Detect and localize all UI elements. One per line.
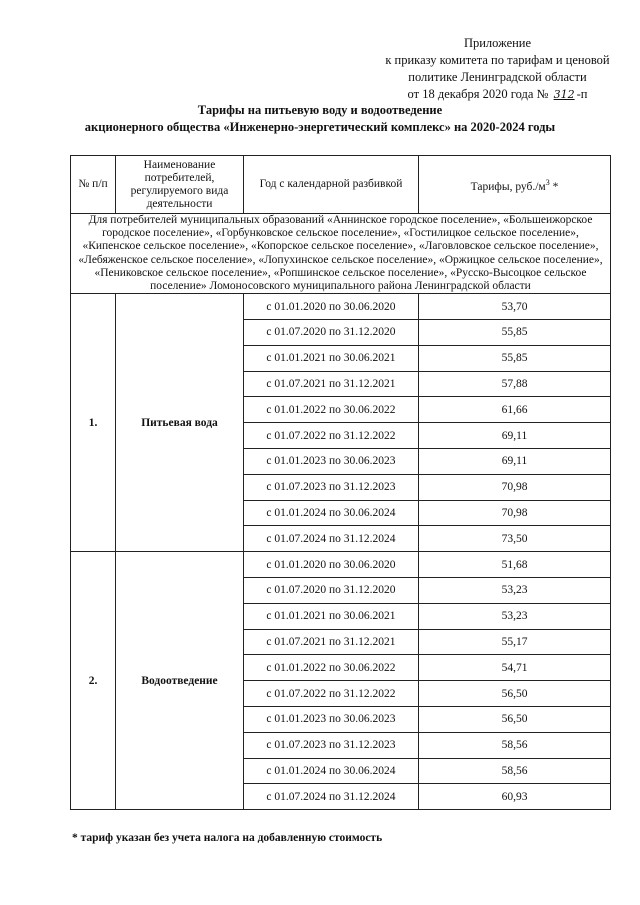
period-cell: с 01.07.2023 по 31.12.2023 xyxy=(244,474,419,500)
tariff-cell: 70,98 xyxy=(419,500,611,526)
appendix-header xyxy=(360,35,635,103)
period-cell: с 01.01.2020 по 30.06.2020 xyxy=(244,552,419,578)
order-suffix: -п xyxy=(576,87,588,101)
header-period: Год с календарной разбивкой xyxy=(244,156,419,214)
tariff-cell: 53,23 xyxy=(419,577,611,603)
period-cell: с 01.01.2021 по 30.06.2021 xyxy=(244,603,419,629)
period-cell: с 01.07.2021 по 31.12.2021 xyxy=(244,629,419,655)
header-tariff xyxy=(419,156,611,214)
period-cell: с 01.01.2024 по 30.06.2024 xyxy=(244,500,419,526)
tariff-cell: 54,71 xyxy=(419,655,611,681)
tariff-cell: 51,68 xyxy=(419,552,611,578)
section-number: 1. xyxy=(71,294,116,552)
header-tariff-asterisk: * xyxy=(549,180,559,193)
tariff-cell: 69,11 xyxy=(419,449,611,475)
header-tariff-sup: 3 xyxy=(545,177,550,187)
period-cell: с 01.01.2020 по 30.06.2020 xyxy=(244,294,419,320)
section-number: 2. xyxy=(71,552,116,810)
order-number-handwritten: 312 xyxy=(553,88,575,101)
appendix-line: политике Ленинградской области xyxy=(408,70,587,84)
group-description: Для потребителей муниципальных образований «Аннинское городское поселение», «Большеижорское городское поселение», «Горбунковское сельское поселение», «Гостилицкое сельское поселение», «Кипенское сельское поселение», «Копорское сельское поселение», «Лаговловское сельское поселение», «Лебяженское сельское поселение», «Лопухинское сельское поселение», «Оржицкое сельское поселение», «Пениковское сельское поселение», «Ропшинское сельское поселение», «Русско-Высоцкое сельское поселение» Ломоносовского муниципального района Ленинградской области xyxy=(71,214,611,294)
title-line: Тарифы на питьевую воду и водоотведение xyxy=(197,103,443,117)
period-cell: с 01.01.2021 по 30.06.2021 xyxy=(244,345,419,371)
section-name: Водоотведение xyxy=(116,552,244,810)
appendix-line: к приказу комитета по тарифам и ценовой xyxy=(385,53,610,67)
tariff-cell: 55,17 xyxy=(419,629,611,655)
tariff-cell: 53,70 xyxy=(419,294,611,320)
tariff-cell: 55,85 xyxy=(419,345,611,371)
period-cell: с 01.07.2020 по 31.12.2020 xyxy=(244,320,419,346)
period-cell: с 01.07.2022 по 31.12.2022 xyxy=(244,423,419,449)
header-tariff-label: Тарифы, руб./м xyxy=(470,180,546,193)
group-row xyxy=(71,214,611,294)
tariff-cell: 53,23 xyxy=(419,603,611,629)
tariff-cell: 61,66 xyxy=(419,397,611,423)
appendix-date-line xyxy=(360,86,635,103)
table-row xyxy=(71,552,611,578)
period-cell: с 01.01.2023 по 30.06.2023 xyxy=(244,449,419,475)
tariff-cell: 60,93 xyxy=(419,784,611,810)
header-number: № п/п xyxy=(71,156,116,214)
tariff-cell: 56,50 xyxy=(419,681,611,707)
tariff-cell: 56,50 xyxy=(419,706,611,732)
period-cell: с 01.07.2024 по 31.12.2024 xyxy=(244,526,419,552)
tariff-cell: 58,56 xyxy=(419,732,611,758)
title-line: акционерного общества «Инженерно-энергетический комплекс» на 2020-2024 годы xyxy=(84,120,556,134)
period-cell: с 01.01.2022 по 30.06.2022 xyxy=(244,655,419,681)
appendix-line: Приложение xyxy=(463,36,532,50)
tariff-table xyxy=(70,155,611,810)
period-cell: с 01.01.2023 по 30.06.2023 xyxy=(244,706,419,732)
tariff-cell: 70,98 xyxy=(419,474,611,500)
tariff-cell: 57,88 xyxy=(419,371,611,397)
section-name: Питьевая вода xyxy=(116,294,244,552)
period-cell: с 01.07.2024 по 31.12.2024 xyxy=(244,784,419,810)
table-row xyxy=(71,294,611,320)
period-cell: с 01.07.2023 по 31.12.2023 xyxy=(244,732,419,758)
footnote: * тариф указан без учета налога на добавленную стоимость xyxy=(72,832,383,844)
document-title xyxy=(0,102,640,136)
tariff-cell: 69,11 xyxy=(419,423,611,449)
table-header-row xyxy=(71,156,611,214)
period-cell: с 01.07.2021 по 31.12.2021 xyxy=(244,371,419,397)
header-consumer: Наименование потребителей, регулируемого вида деятельности xyxy=(116,156,244,214)
order-date: от 18 декабря 2020 года № xyxy=(407,87,549,101)
tariff-cell: 58,56 xyxy=(419,758,611,784)
period-cell: с 01.07.2020 по 31.12.2020 xyxy=(244,577,419,603)
tariff-cell: 55,85 xyxy=(419,320,611,346)
period-cell: с 01.07.2022 по 31.12.2022 xyxy=(244,681,419,707)
period-cell: с 01.01.2024 по 30.06.2024 xyxy=(244,758,419,784)
period-cell: с 01.01.2022 по 30.06.2022 xyxy=(244,397,419,423)
tariff-cell: 73,50 xyxy=(419,526,611,552)
